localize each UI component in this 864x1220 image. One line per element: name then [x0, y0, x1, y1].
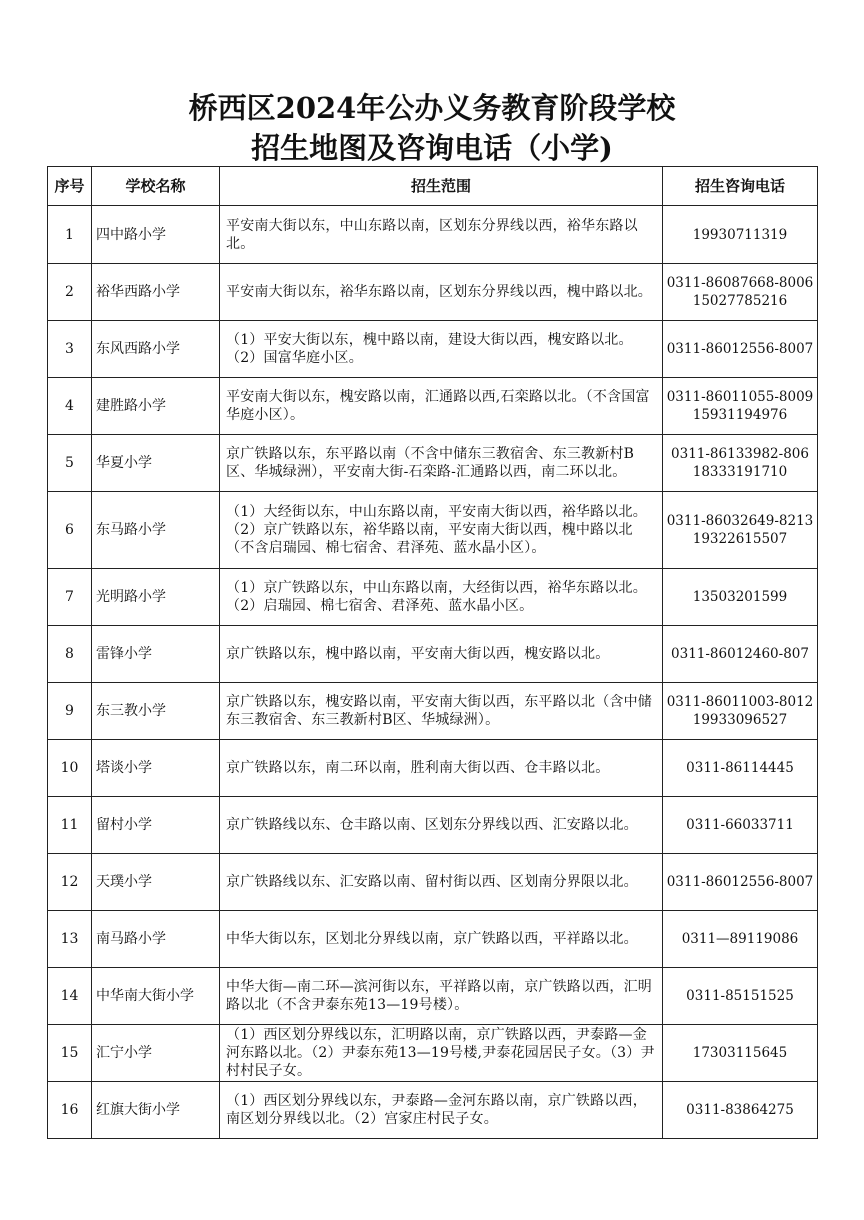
row-serial: 12: [48, 854, 92, 911]
table-row: [48, 740, 818, 797]
header-school-name: 学校名称: [92, 167, 220, 206]
table-row: [48, 626, 818, 683]
row-serial: 1: [48, 206, 92, 264]
table-row: [48, 321, 818, 378]
row-phone-cell: [663, 626, 818, 683]
row-phone-cell: [663, 378, 818, 435]
row-phone-cell: [663, 435, 818, 492]
table-row: [48, 911, 818, 968]
row-school-name: 四中路小学: [92, 206, 220, 264]
phone-number: 18333191710: [692, 464, 788, 480]
row-enrollment-range: （1）平安大街以东，槐中路以南，建设大街以西，槐安路以北。（2）国富华庭小区。: [220, 321, 663, 378]
row-serial: 8: [48, 626, 92, 683]
phone-number: 19322615507: [692, 531, 788, 547]
row-serial: 13: [48, 911, 92, 968]
table-row: [48, 854, 818, 911]
phone-number: 0311-86011003-8012: [666, 694, 814, 710]
phone-number: 0311-86114445: [686, 760, 794, 776]
row-school-name: 光明路小学: [92, 569, 220, 626]
phone-number: 15931194976: [692, 407, 788, 423]
row-serial: 9: [48, 683, 92, 740]
table-row: [48, 569, 818, 626]
row-enrollment-range: 京广铁路以东，槐安路以南，平安南大街以西，东平路以北（含中储东三教宿舍、东三教新村B区、华城绿洲）。: [220, 683, 663, 740]
row-phone-cell: [663, 321, 818, 378]
table-row: [48, 683, 818, 740]
phone-number: 0311-83864275: [686, 1102, 794, 1118]
phone-number: 0311-86032649-8213: [666, 513, 814, 529]
row-school-name: 中华南大街小学: [92, 968, 220, 1025]
title-line-1: 桥西区2024年公办义务教育阶段学校: [188, 91, 676, 125]
row-school-name: 东三教小学: [92, 683, 220, 740]
row-phone-cell: [663, 683, 818, 740]
row-enrollment-range: 京广铁路以东，东平路以南（不含中储东三教宿舍、东三教新村B区、华城绿洲），平安南大街-石栾路-汇通路以西，南二环以北。: [220, 435, 663, 492]
row-phone-cell: [663, 569, 818, 626]
row-serial: 3: [48, 321, 92, 378]
row-school-name: 留村小学: [92, 797, 220, 854]
row-serial: 15: [48, 1025, 92, 1082]
phone-number: 17303115645: [692, 1045, 788, 1061]
row-enrollment-range: （1）大经街以东，中山东路以南，平安南大街以西，裕华路以北。（2）京广铁路以东，裕华路以南，平安南大街以西，槐中路以北（不含启瑞园、棉七宿舍、君泽苑、蓝水晶小区）。: [220, 492, 663, 569]
row-phone-cell: [663, 854, 818, 911]
row-enrollment-range: 京广铁路线以东、仓丰路以南、区划东分界线以西、汇安路以北。: [220, 797, 663, 854]
table-row: [48, 264, 818, 321]
row-phone-cell: [663, 740, 818, 797]
row-serial: 14: [48, 968, 92, 1025]
phone-number: 15027785216: [692, 293, 788, 309]
header-range: 招生范围: [220, 167, 663, 206]
table-row: [48, 968, 818, 1025]
table-row: [48, 378, 818, 435]
row-school-name: 天璞小学: [92, 854, 220, 911]
phone-number: 13503201599: [692, 589, 788, 605]
row-enrollment-range: 中华大街以东，区划北分界线以南，京广铁路以西，平祥路以北。: [220, 911, 663, 968]
row-phone-cell: [663, 911, 818, 968]
row-school-name: 塔谈小学: [92, 740, 220, 797]
row-serial: 16: [48, 1082, 92, 1139]
row-school-name: 汇宁小学: [92, 1025, 220, 1082]
row-enrollment-range: 京广铁路以东，槐中路以南，平安南大街以西，槐安路以北。: [220, 626, 663, 683]
row-phone-cell: [663, 206, 818, 264]
row-school-name: 雷锋小学: [92, 626, 220, 683]
row-school-name: 东马路小学: [92, 492, 220, 569]
title-line-2: 招生地图及咨询电话（小学): [251, 131, 613, 165]
row-serial: 2: [48, 264, 92, 321]
row-phone-cell: [663, 1082, 818, 1139]
table-header-row: [48, 167, 818, 206]
row-enrollment-range: 平安南大街以东，槐安路以南，汇通路以西,石栾路以北。（不含国富华庭小区）。: [220, 378, 663, 435]
row-enrollment-range: 平安南大街以东，中山东路以南，区划东分界线以西，裕华东路以北。: [220, 206, 663, 264]
phone-number: 19930711319: [692, 226, 788, 243]
row-enrollment-range: 中华大街—南二环—滨河街以东，平祥路以南，京广铁路以西，汇明路以北（不含尹泰东苑13—19号楼）。: [220, 968, 663, 1025]
row-enrollment-range: （1）西区划分界线以东，汇明路以南，京广铁路以西，尹泰路—金河东路以北。（2）尹泰东苑13—19号楼,尹泰花园居民子女。（3）尹村村民子女。: [220, 1025, 663, 1082]
row-serial: 10: [48, 740, 92, 797]
row-phone-cell: [663, 1025, 818, 1082]
row-school-name: 华夏小学: [92, 435, 220, 492]
table-row: [48, 1082, 818, 1139]
header-serial: 序号: [48, 167, 92, 206]
table-row: [48, 206, 818, 264]
row-enrollment-range: 京广铁路以东，南二环以南，胜利南大街以西、仓丰路以北。: [220, 740, 663, 797]
phone-number: 0311—89119086: [681, 931, 799, 947]
page-title: [0, 88, 864, 168]
phone-number: 0311-86087668-8006: [666, 275, 814, 291]
table-row: [48, 797, 818, 854]
row-phone-cell: [663, 264, 818, 321]
row-school-name: 东风西路小学: [92, 321, 220, 378]
table-body: [48, 206, 818, 1139]
phone-number: 0311-66033711: [686, 817, 794, 833]
row-phone-cell: [663, 492, 818, 569]
table-row: [48, 1025, 818, 1082]
row-school-name: 裕华西路小学: [92, 264, 220, 321]
row-enrollment-range: 平安南大街以东，裕华东路以南，区划东分界线以西，槐中路以北。: [220, 264, 663, 321]
enrollment-table: [47, 166, 818, 1139]
row-serial: 4: [48, 378, 92, 435]
row-serial: 6: [48, 492, 92, 569]
row-enrollment-range: 京广铁路线以东、汇安路以南、留村街以西、区划南分界限以北。: [220, 854, 663, 911]
row-phone-cell: [663, 968, 818, 1025]
phone-number: 0311-85151525: [686, 988, 794, 1004]
table-row: [48, 435, 818, 492]
header-phone: 招生咨询电话: [663, 167, 818, 206]
row-serial: 11: [48, 797, 92, 854]
phone-number: 0311-86012556-8007: [666, 874, 814, 890]
phone-number: 0311-86012556-8007: [666, 341, 814, 357]
row-serial: 7: [48, 569, 92, 626]
phone-number: 0311-86011055-8009: [666, 389, 814, 405]
row-enrollment-range: （1）京广铁路以东，中山东路以南，大经街以西，裕华东路以北。（2）启瑞园、棉七宿舍、君泽苑、蓝水晶小区。: [220, 569, 663, 626]
row-serial: 5: [48, 435, 92, 492]
row-phone-cell: [663, 797, 818, 854]
row-school-name: 建胜路小学: [92, 378, 220, 435]
row-school-name: 南马路小学: [92, 911, 220, 968]
row-school-name: 红旗大街小学: [92, 1082, 220, 1139]
phone-number: 0311-86012460-807: [671, 646, 809, 662]
phone-number: 0311-86133982-806: [671, 446, 809, 462]
row-enrollment-range: （1）西区划分界线以东，尹泰路—金河东路以南，京广铁路以西，南区划分界线以北。（2）宫家庄村民子女。: [220, 1082, 663, 1139]
table-row: [48, 492, 818, 569]
phone-number: 19933096527: [692, 712, 788, 728]
